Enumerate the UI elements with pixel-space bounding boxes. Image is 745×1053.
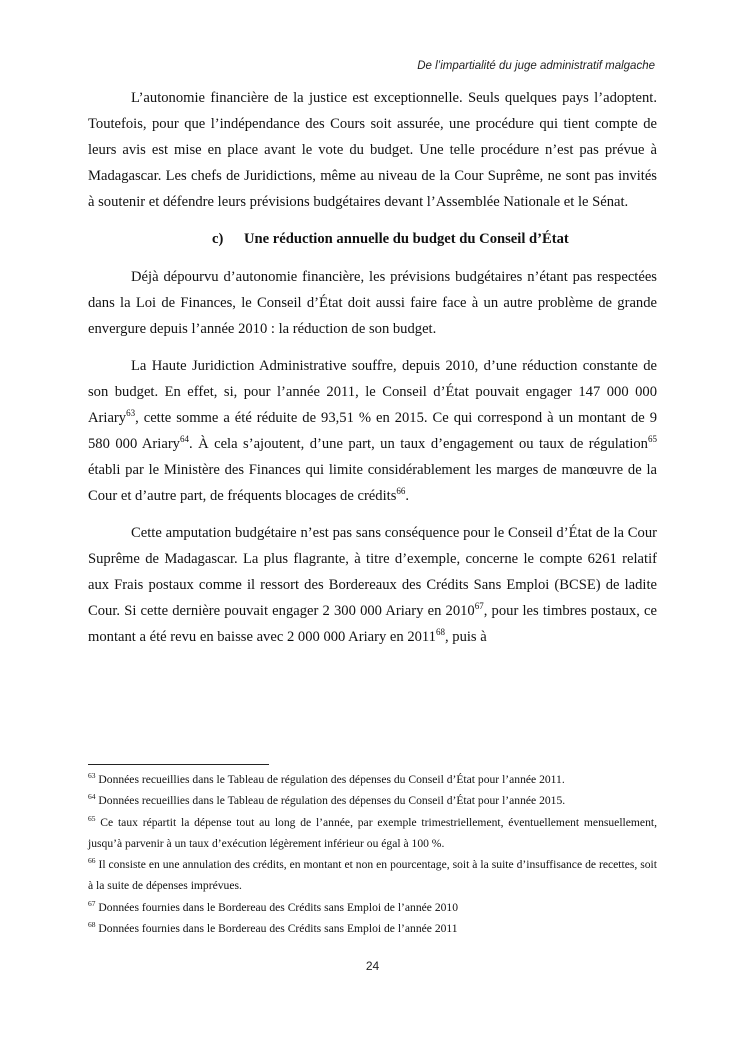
paragraph-4	[88, 520, 657, 650]
running-header: De l’impartialité du juge administratif malgache	[417, 60, 655, 72]
footnote	[88, 769, 657, 790]
paragraph-3-text-d: établi par le Ministère des Finances qui limite considérablement les marges de manœuvre de la Cour et d’autre part, de fréquents blocages de crédits	[88, 462, 657, 504]
footnote-number: 67	[88, 898, 96, 908]
footnote-number: 65	[88, 813, 96, 823]
footnote-separator	[88, 764, 269, 765]
paragraph-4-text-c: , puis à	[444, 629, 487, 645]
footnote	[88, 918, 657, 939]
footnote-number: 63	[88, 771, 96, 781]
footnote-text: Données recueillies dans le Tableau de régulation des dépenses du Conseil d’État pour l’année 2011.	[95, 773, 565, 786]
paragraph-3-text-b: , cette somme a été réduite de 93,51 % en 2015. Ce qui correspond à un montant de 9 580 000 Ariary	[88, 410, 657, 452]
page-number: 24	[365, 959, 380, 973]
footnote-ref-66[interactable]: 66	[396, 486, 406, 497]
footnote	[88, 854, 657, 897]
section-heading	[88, 226, 657, 252]
section-letter: c)	[212, 231, 224, 247]
paragraph-3-text-e: .	[405, 488, 410, 504]
paragraph-4-text-a: Cette amputation budgétaire n’est pas sans conséquence pour le Conseil d’État de la Cour Suprême de Madagascar. La plus flagrante, à titre d’exemple, concerne le compte 6261 relatif aux Frais postaux comme il ressort des Bordereaux des Crédits Sans Emploi (BCSE) de ladite Cour. Si cette dernière pouvait engager 2 300 000 Ariary en 2010	[88, 525, 657, 619]
footnote	[88, 790, 657, 811]
footnote-ref-63[interactable]: 63	[126, 408, 136, 419]
footnote-ref-65[interactable]: 65	[647, 434, 657, 445]
footnote-ref-67[interactable]: 67	[474, 601, 484, 612]
paragraph-3-text-c: . À cela s’ajoutent, d’une part, un taux d’engagement ou taux de régulation	[188, 436, 648, 452]
footnote-ref-68[interactable]: 68	[435, 627, 445, 638]
footnote-number: 68	[88, 920, 96, 930]
footnote	[88, 812, 657, 855]
section-title: Une réduction annuelle du budget du Conseil d’État	[244, 231, 569, 247]
footnote-number: 66	[88, 856, 96, 866]
paragraph-2: Déjà dépourvu d’autonomie financière, les prévisions budgétaires n’étant pas respectées dans la Loi de Finances, le Conseil d’État doit aussi faire face à un autre problème de grande envergure depuis l’année 2010 : la réduction de son budget.	[88, 269, 657, 337]
footnote-text: Ce taux répartit la dépense tout au long de l’année, par exemple trimestriellement, éventuellement mensuellement, jusqu’à parvenir à un taux d’exécution légèrement inférieur ou égal à 100 %.	[88, 815, 657, 850]
footnote	[88, 897, 657, 918]
footnote-ref-64[interactable]: 64	[179, 434, 189, 445]
footnote-text: Données fournies dans le Bordereau des Crédits sans Emploi de l’année 2011	[95, 922, 458, 936]
paragraph-4-text-b: , pour les timbres postaux, ce montant a été revu en baisse avec 2 000 000 Ariary en 2011	[88, 603, 657, 645]
paragraph-1: L’autonomie financière de la justice est exceptionnelle. Seuls quelques pays l’adoptent. Toutefois, pour que l’indépendance des Cours soit assurée, une procédure qui tient compte de leurs avis est mise en place avant le vote du budget. Une telle procédure n’est pas prévue à Madagascar. Les chefs de Juridictions, même au niveau de la Cour Suprême, ne sont pas invités à soutenir et défendre leurs prévisions budgétaires devant l’Assemblée Nationale et le Sénat.	[88, 90, 657, 210]
footnotes	[88, 769, 657, 939]
footnote-text: Il consiste en une annulation des crédits, en montant et non en pourcentage, soit à la suite d’insuffisance de recettes, soit à la suite de dépenses imprévues.	[88, 858, 657, 893]
main-text	[88, 85, 657, 661]
paragraph-3	[88, 353, 657, 509]
footnote-number: 64	[88, 792, 96, 802]
footnote-text: Données recueillies dans le Tableau de régulation des dépenses du Conseil d’État pour l’année 2015.	[95, 794, 566, 808]
paragraph-3-text-a: La Haute Juridiction Administrative souffre, depuis 2010, d’une réduction constante de son budget. En effet, si, pour l’année 2011, le Conseil d’État pouvait engager 147 000 000 Ariary	[88, 358, 657, 426]
footnote-text: Données fournies dans le Bordereau des Crédits sans Emploi de l’année 2010	[95, 900, 459, 914]
